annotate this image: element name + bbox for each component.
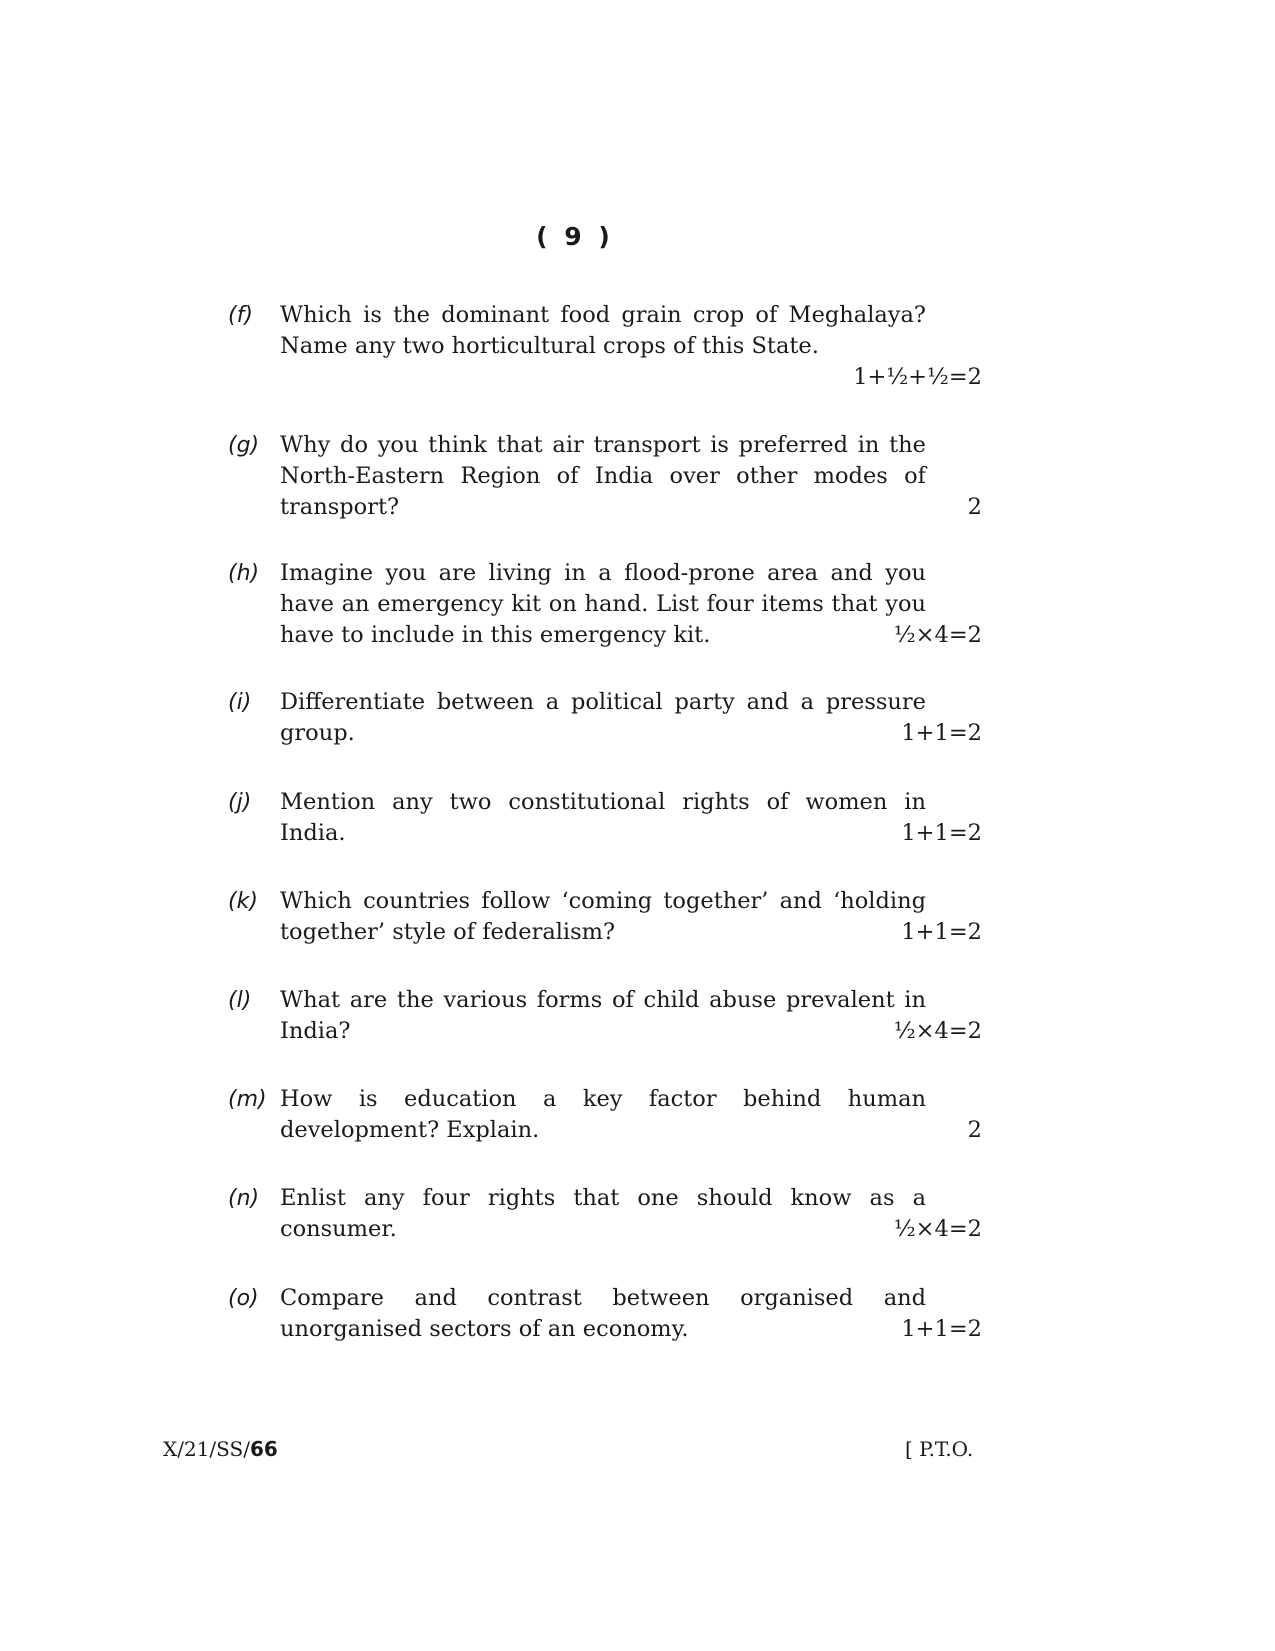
- paper-code-number: 66: [249, 1437, 278, 1461]
- question-marks: 1+1=2: [901, 919, 982, 945]
- question-label: (o): [228, 1286, 259, 1311]
- question-text: How is education a key factor behind human development? Explain.: [280, 1086, 926, 1143]
- question-marks: 2: [967, 494, 982, 520]
- question-label: (i): [228, 690, 252, 715]
- page-number: ( 9 ): [536, 222, 614, 251]
- question-label: (m): [228, 1087, 267, 1112]
- question-label: (f): [228, 303, 253, 328]
- question-text: Why do you think that air transport is preferred in the North-Eastern Region of India over other modes of transport?: [280, 432, 926, 520]
- question-marks: ½×4=2: [893, 622, 982, 648]
- question-label: (l): [228, 988, 252, 1013]
- question-text: Which is the dominant food grain crop of Meghalaya? Name any two horticultural crops of this State.: [280, 302, 926, 359]
- question-marks: 2: [967, 1117, 982, 1143]
- paper-code-prefix: X/21/SS/: [163, 1437, 250, 1461]
- question-label: (j): [228, 790, 252, 815]
- question-text: What are the various forms of child abuse prevalent in India?: [280, 987, 926, 1044]
- paper-code: [163, 1437, 278, 1461]
- question-text: Differentiate between a political party and a pressure group.: [280, 689, 926, 746]
- question-marks: ½×4=2: [893, 1018, 982, 1044]
- question-text: Compare and contrast between organised and unorganised sectors of an economy.: [280, 1285, 926, 1342]
- question-label: (n): [228, 1186, 260, 1211]
- question-label: (g): [228, 433, 260, 458]
- question-marks: 1+1=2: [901, 820, 982, 846]
- pto-marker: [ P.T.O.: [905, 1437, 974, 1461]
- question-text: Which countries follow ‘coming together’ and ‘holding together’ style of federalism?: [280, 888, 926, 945]
- question-marks: ½×4=2: [893, 1216, 982, 1242]
- question-text: Enlist any four rights that one should know as a consumer.: [280, 1185, 926, 1242]
- question-text: Imagine you are living in a flood-prone area and you have an emergency kit on hand. List four items that you have to include in this emergency kit.: [280, 560, 926, 648]
- question-marks: 1+1=2: [901, 720, 982, 746]
- question-text: Mention any two constitutional rights of women in India.: [280, 789, 926, 846]
- question-label: (k): [228, 889, 258, 914]
- question-marks: 1+1=2: [901, 1316, 982, 1342]
- question-label: (h): [228, 561, 260, 586]
- question-marks: 1+½+½=2: [853, 364, 982, 390]
